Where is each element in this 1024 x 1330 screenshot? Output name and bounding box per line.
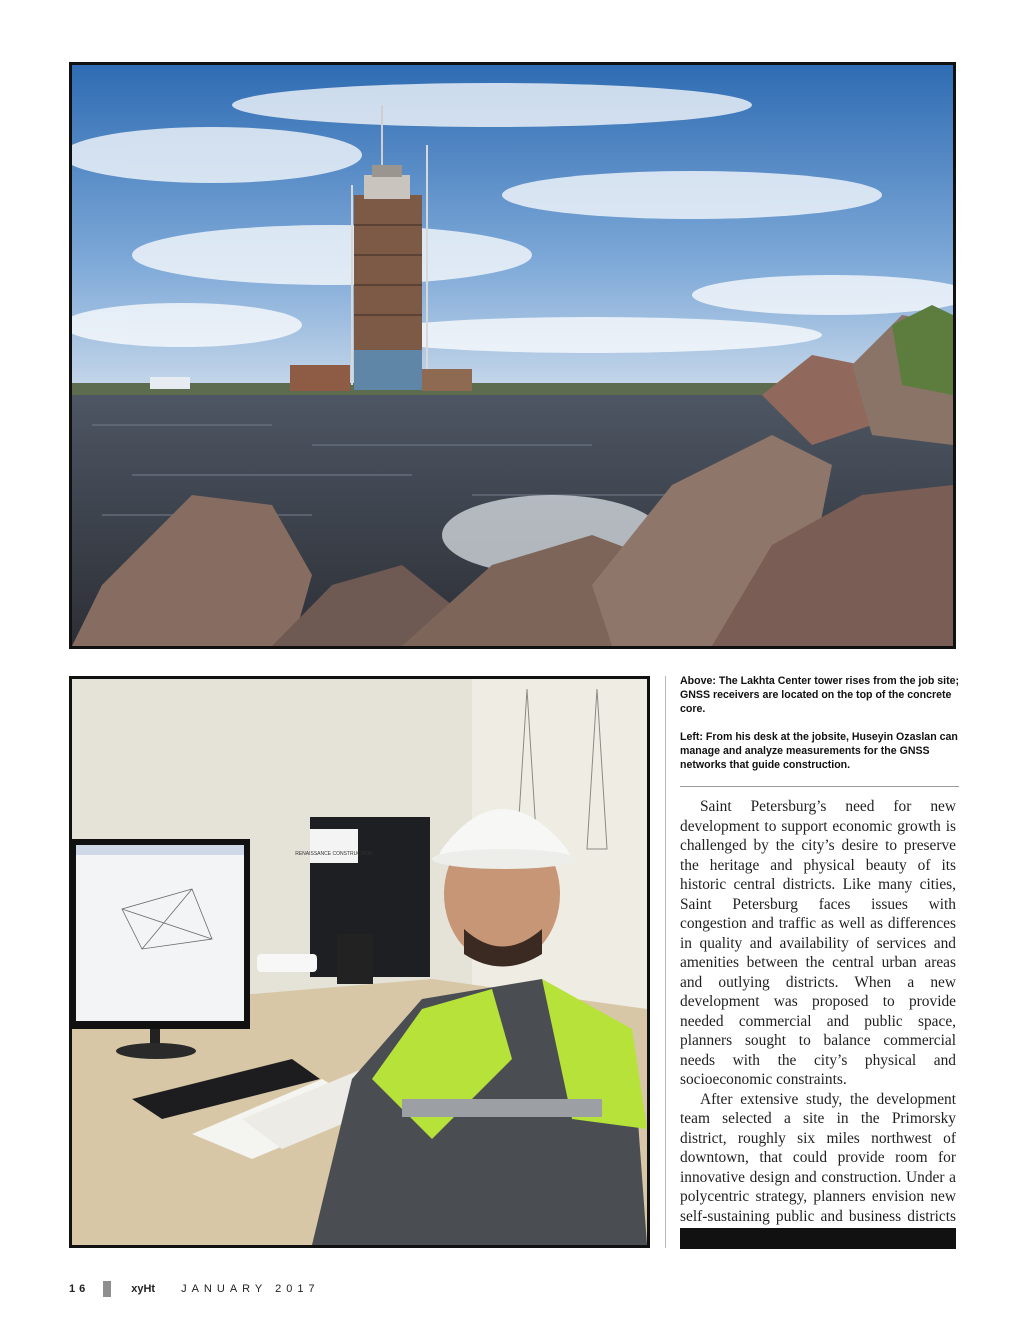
far-building — [150, 377, 190, 389]
router — [257, 954, 317, 972]
site-buildings — [290, 365, 350, 391]
photo-captions — [680, 674, 962, 786]
issue-date: JANUARY 2017 — [181, 1283, 320, 1295]
company-logo-text: RENAISSANCE CONSTRUCTION — [295, 851, 373, 857]
article-paragraph: Saint Petersburg’s need for new development to support economic growth is challenged by the city’s desire to preserve the heritage and physical beauty of its historic central districts. Like many cities, Saint Petersburg faces issues with congestion and traffic as well as differences in quality and availability of services and amenities between the central urban areas and outlying districts. When a new development was proposed to provide needed commercial and public space, planners sought to balance commercial needs with the city’s physical and socioeconomic constraints. — [680, 798, 956, 1088]
pen-holder — [337, 934, 373, 984]
article-body — [680, 797, 956, 1246]
column-divider — [665, 676, 666, 1248]
company-logo — [310, 829, 358, 863]
engineer-photo-illustration — [72, 679, 647, 1245]
black-bar — [680, 1228, 956, 1249]
article-paragraph: After extensive study, the development team selected a site in the Primorsky district, roughly six miles northwest of downtown, that could provide room for innovative design and construction. Under a polycentric strategy, planners envision new self-sustaining public and business districts — [680, 1090, 956, 1225]
caption-above: Above: The Lakhta Center tower rises from the job site; GNSS receivers are located on the top of the concrete core. — [680, 675, 960, 715]
publication-name: xyHt — [131, 1283, 156, 1295]
caption-divider — [680, 786, 959, 787]
engineer-photo — [69, 676, 650, 1248]
tower-photo-illustration — [72, 65, 953, 646]
page-footer — [69, 1280, 320, 1298]
caption-left: Left: From his desk at the jobsite, Huseyin Ozaslan can manage and analyze measurements for the GNSS networks that guide construction. — [680, 731, 958, 771]
page-number: 16 — [69, 1283, 90, 1295]
tower-photo — [69, 62, 956, 649]
footer-block — [103, 1281, 111, 1297]
